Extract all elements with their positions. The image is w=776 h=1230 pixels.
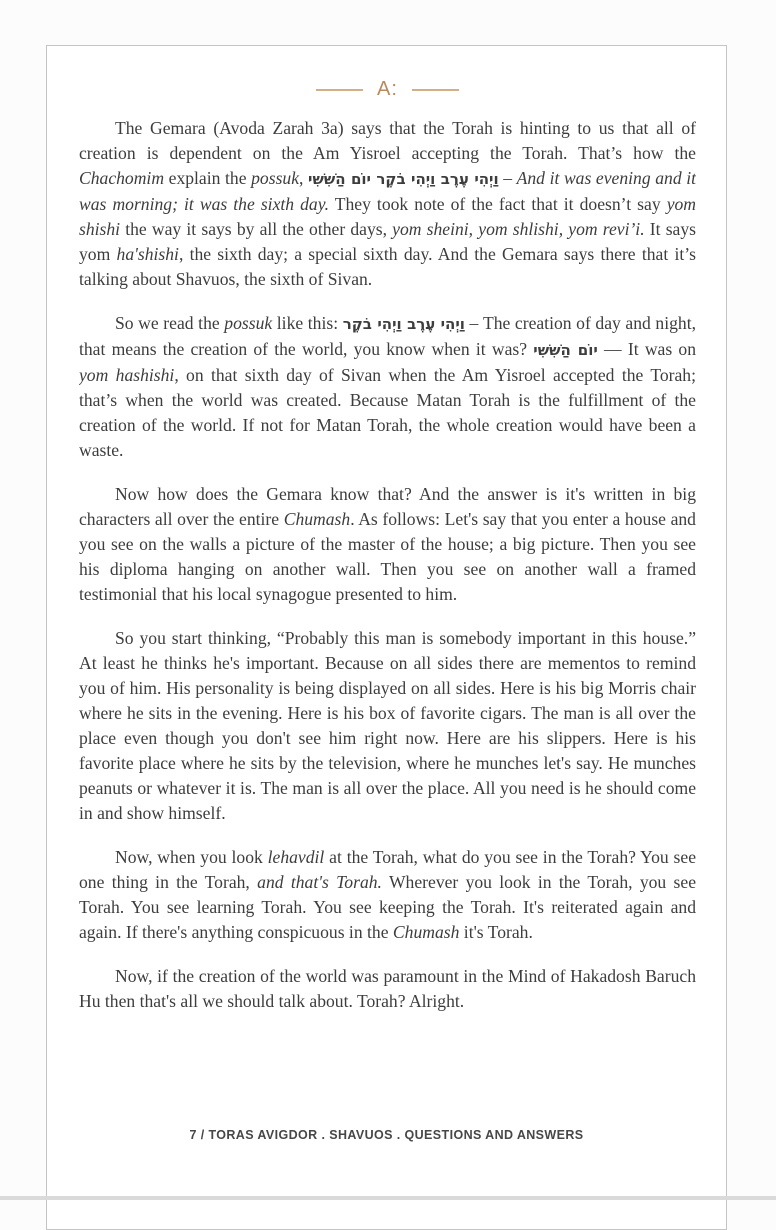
- page-bottom-edge: [0, 1196, 776, 1200]
- text-segment: the way it says by all the other days,: [120, 219, 393, 239]
- text-segment: Now how does the Gemara know that? And the answer is it's written in big characters all over the entire: [79, 484, 696, 529]
- italic-text-segment: and that's Torah.: [257, 872, 382, 892]
- text-segment: –: [498, 168, 517, 188]
- italic-text-segment: possuk: [224, 313, 273, 333]
- paragraph: [79, 116, 696, 292]
- text-segment: It says yom: [79, 219, 696, 264]
- paragraph: [79, 964, 696, 1014]
- text-segment: Now, when you look: [115, 847, 268, 867]
- text-segment: So you start thinking, “Probably this man is somebody important in this house.” At least he thinks he's important. Because on all sides there are mementos to remind you of him. His personality is being displayed on all sides. Here is his big Morris chair where he sits in the evening. Here is his box of favorite cigars. The man is all over the place even though you don't see him right now. Here are his slippers. Here is his favorite place where he sits by the television, where he munches let's say. He munches peanuts or whatever it is. The man is all over the place. All you need is he should come in and show himself.: [79, 628, 696, 823]
- italic-text-segment: yom shishi: [79, 194, 696, 239]
- text-segment: like this:: [272, 313, 343, 333]
- italic-text-segment: Chachomim: [79, 168, 165, 188]
- hebrew-text: יוֹם הַשִּׁשִּׁי: [533, 341, 598, 359]
- body-text: [79, 116, 696, 1033]
- text-segment: it's Torah.: [459, 922, 533, 942]
- text-segment: . As follows: Let's say that you enter a house and you see on the walls a picture of the master of the house; a big picture. Then you see his diploma hanging on another wall. Then you see on another wall a framed testimonial that his local synagogue presented to him.: [79, 509, 696, 604]
- text-segment: Wherever you look in the Torah, you see Torah. You see learning Torah. You see keeping the Torah. It's reiterated again and again. If there's anything conspicuous in the: [79, 872, 696, 942]
- text-segment: — It was on: [597, 339, 696, 359]
- heading-right-line: [412, 89, 459, 91]
- hebrew-text: וַיְהִי עֶרֶב וַיְהִי בֹקֶר: [342, 315, 465, 333]
- paragraph: [79, 845, 696, 945]
- italic-text-segment: yom sheini, yom shlishi, yom revi’i.: [392, 219, 645, 239]
- paragraph: [79, 311, 696, 463]
- hebrew-text: וַיְהִי עֶרֶב וַיְהִי בֹקֶר יוֹם הַשִּׁשִּׁי: [308, 170, 499, 188]
- page-footer: [47, 1128, 726, 1142]
- paragraph: [79, 626, 696, 826]
- answer-heading: [79, 78, 696, 101]
- italic-text-segment: Chumash: [392, 922, 460, 942]
- footer-text: 7 / TORAS AVIGDOR . SHAVUOS . QUESTIONS AND ANSWERS: [189, 1128, 584, 1142]
- italic-text-segment: And it was evening and it was morning; it was the sixth day.: [79, 168, 696, 214]
- text-segment: Now, if the creation of the world was paramount in the Mind of Hakadosh Baruch Hu then that's all we should talk about. Torah? Alright.: [79, 966, 696, 1011]
- text-segment: at the Torah, what do you see in the Torah? You see one thing in the Torah,: [79, 847, 696, 892]
- italic-text-segment: possuk: [251, 168, 300, 188]
- italic-text-segment: yom hashishi: [79, 365, 175, 385]
- text-segment: The Gemara (Avoda Zarah 3a) says that the Torah is hinting to us that all of creation is dependent on the Am Yisroel accepting the Torah. That’s how the: [79, 118, 696, 163]
- text-segment: explain the: [164, 168, 252, 188]
- text-segment: ,: [299, 168, 309, 188]
- text-segment: , on that sixth day of Sivan when the Am Yisroel accepted the Torah; that’s when the world was created. Because Matan Torah is the fulfillment of the creation of the world. If not for Matan Torah, the whole creation would have been a waste.: [79, 365, 696, 460]
- italic-text-segment: Chumash: [283, 509, 351, 529]
- text-segment: – The creation of day and night, that means the creation of the world, you know when it was?: [79, 313, 696, 359]
- text-segment: So we read the: [115, 313, 225, 333]
- italic-text-segment: ha'shishi: [116, 244, 179, 264]
- document-page: [46, 45, 727, 1230]
- text-segment: , the sixth day; a special sixth day. And the Gemara says there that it’s talking about Shavuos, the sixth of Sivan.: [79, 244, 696, 289]
- answer-label: A:: [377, 78, 398, 100]
- paragraph: [79, 482, 696, 607]
- italic-text-segment: lehavdil: [267, 847, 325, 867]
- heading-left-line: [316, 89, 363, 91]
- text-segment: They took note of the fact that it doesn’t say: [328, 194, 667, 214]
